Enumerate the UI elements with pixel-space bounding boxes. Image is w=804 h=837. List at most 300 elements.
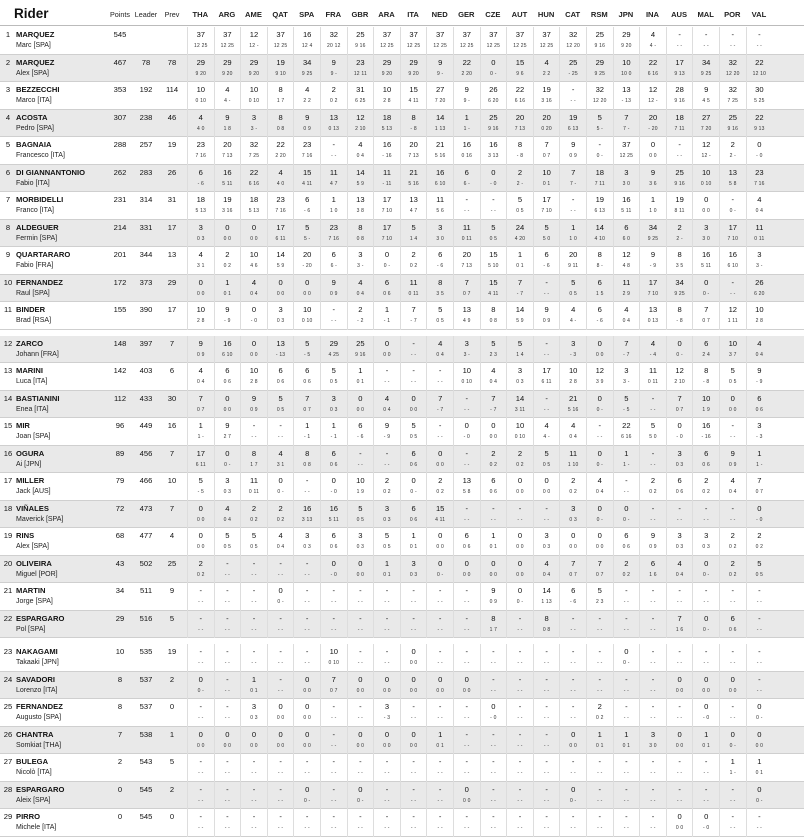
- rider-position: 18: [3, 503, 13, 513]
- race-points: 0: [411, 674, 416, 684]
- race-split-points: - -: [464, 208, 470, 214]
- race-points: 3: [251, 702, 257, 711]
- race-split-points: - -: [543, 687, 550, 694]
- race-split-points: 9 16: [355, 43, 366, 49]
- race-result-cell: [533, 137, 560, 165]
- race-split-points: - -: [384, 825, 390, 831]
- race-points: 4: [358, 277, 363, 287]
- race-points: 17: [728, 222, 738, 232]
- rider-name: ACOSTA: [16, 112, 48, 122]
- race-points: 0: [597, 338, 602, 348]
- race-split-points: 0 5: [250, 544, 258, 550]
- race-split-points: - -: [650, 797, 656, 804]
- race-result-cell: [719, 55, 746, 83]
- header-race: AME: [245, 10, 262, 19]
- race-split-points: - -: [304, 626, 310, 633]
- race-split-points: 7 13: [514, 125, 526, 132]
- race-points: 10: [568, 366, 578, 375]
- race-split-points: 0 0: [276, 742, 285, 749]
- race-split-points: 1 -: [197, 434, 205, 440]
- race-points: 3: [650, 729, 656, 739]
- rider-name: OLIVEIRA: [16, 558, 52, 568]
- race-points: 0: [358, 393, 363, 403]
- race-split-points: 0 0: [755, 742, 764, 749]
- race-split-points: 0 9: [250, 406, 258, 413]
- race-split-points: 0 4: [755, 351, 764, 358]
- race-points: 24: [515, 222, 525, 232]
- rider-position: 20: [3, 558, 13, 568]
- race-result-cell: [480, 727, 507, 755]
- race-points: -: [651, 702, 655, 711]
- race-split-points: 0 7: [569, 571, 577, 578]
- race-points: 29: [409, 57, 418, 67]
- race-result-cell: [187, 611, 214, 639]
- race-result-cell: [719, 644, 746, 672]
- race-result-cell: [320, 644, 347, 672]
- rider-position: 8: [5, 222, 11, 232]
- race-result-cell: [347, 446, 374, 474]
- race-split-points: 5 11: [701, 263, 712, 269]
- race-result-cell: [506, 275, 533, 303]
- race-split-points: 0 2: [250, 516, 258, 523]
- race-points: -: [545, 393, 548, 403]
- table-row: [0, 137, 804, 165]
- race-points: 25: [595, 30, 605, 39]
- race-result-cell: [267, 275, 294, 303]
- race-result-cell: [187, 55, 214, 83]
- race-result-cell: [666, 611, 693, 639]
- race-result-cell: [586, 110, 613, 138]
- race-result-cell: [267, 165, 294, 193]
- rider-position: 16: [3, 448, 13, 458]
- rider-points: 155: [113, 305, 127, 314]
- race-points: -: [279, 421, 282, 430]
- race-points: 1: [305, 421, 310, 430]
- race-result-cell: [373, 473, 400, 501]
- rider-gap-prev: 7: [169, 503, 175, 513]
- race-result-cell: [320, 556, 347, 584]
- race-result-cell: [267, 55, 294, 83]
- race-points: 0: [704, 702, 709, 711]
- race-points: 0: [730, 393, 735, 403]
- race-result-cell: [347, 27, 374, 55]
- race-split-points: 0 6: [755, 406, 764, 413]
- race-split-points: 1 0: [569, 235, 577, 242]
- race-split-points: - -: [650, 626, 656, 633]
- race-points: 0: [411, 647, 416, 656]
- race-result-cell: [373, 363, 400, 391]
- race-points: 32: [568, 30, 578, 39]
- race-result-cell: [373, 336, 400, 364]
- race-points: 13: [462, 476, 472, 485]
- race-points: -: [279, 757, 282, 766]
- rider-name: PIRRO: [16, 812, 41, 821]
- race-split-points: 0 0: [303, 290, 311, 297]
- race-split-points: - -: [384, 599, 390, 605]
- race-points: 0: [411, 729, 416, 739]
- race-split-points: 0 0: [223, 235, 232, 242]
- race-result-cell: [347, 754, 374, 782]
- race-split-points: 0 9: [569, 153, 577, 159]
- race-split-points: - -: [650, 715, 656, 721]
- race-points: 0: [597, 393, 602, 403]
- race-result-cell: [666, 699, 693, 727]
- race-result-cell: [373, 672, 400, 700]
- race-points: -: [571, 613, 575, 623]
- race-split-points: 0 4: [755, 208, 764, 214]
- race-split-points: - -: [304, 571, 310, 578]
- race-points: 0: [757, 503, 762, 513]
- race-split-points: - 6: [569, 599, 577, 605]
- race-result-cell: [187, 82, 214, 110]
- race-split-points: 0 1: [755, 770, 764, 776]
- race-split-points: 12 25: [433, 43, 447, 49]
- race-points: 1: [571, 222, 576, 232]
- race-result-cell: [533, 672, 560, 700]
- race-result-cell: [426, 302, 453, 330]
- race-points: -: [359, 613, 362, 623]
- race-points: 37: [435, 30, 445, 39]
- race-points: -: [465, 448, 469, 458]
- race-points: 29: [595, 57, 605, 67]
- race-points: 13: [728, 167, 738, 177]
- race-split-points: - -: [730, 516, 736, 523]
- race-split-points: 0 10: [195, 98, 207, 104]
- race-split-points: - -: [597, 687, 603, 694]
- race-split-points: 8 11: [674, 208, 685, 214]
- table-row: [0, 110, 804, 138]
- rider-points: 8: [117, 702, 123, 711]
- table-row: [0, 192, 804, 220]
- race-split-points: - -: [623, 599, 630, 605]
- race-result-cell: [639, 27, 666, 55]
- race-points: 28: [675, 85, 684, 94]
- race-result-cell: [320, 727, 347, 755]
- race-result-cell: [480, 672, 507, 700]
- rider-position: 13: [3, 366, 13, 375]
- race-result-cell: [506, 110, 533, 138]
- race-points: -: [332, 812, 336, 821]
- race-result-cell: [639, 754, 666, 782]
- race-points: -: [518, 812, 522, 821]
- rider-gap-leader: 511: [139, 586, 153, 595]
- rider-gap-leader: 516: [139, 613, 153, 623]
- race-result-cell: [746, 611, 773, 639]
- race-result-cell: [267, 247, 294, 275]
- race-split-points: 12 25: [406, 43, 421, 49]
- race-split-points: - -: [490, 825, 497, 831]
- race-result-cell: [187, 27, 214, 55]
- race-result-cell: [613, 220, 640, 248]
- race-split-points: 7 13: [461, 263, 473, 269]
- race-result-cell: [453, 336, 480, 364]
- race-split-points: 0 2: [276, 516, 285, 523]
- race-result-cell: [426, 473, 453, 501]
- race-points: 9: [225, 112, 230, 122]
- rider-points: 214: [113, 222, 127, 232]
- race-split-points: - 0: [330, 571, 338, 578]
- race-result-cell: [666, 82, 693, 110]
- race-result-cell: [347, 672, 374, 700]
- race-points: 2: [650, 476, 656, 485]
- race-split-points: 0 13: [647, 318, 659, 324]
- race-points: 5: [358, 503, 363, 513]
- race-result-cell: [692, 418, 719, 446]
- race-result-cell: [187, 302, 214, 330]
- race-split-points: - 25: [568, 70, 578, 77]
- race-split-points: - -: [437, 379, 443, 385]
- rider-firstname-country: Joan [SPA]: [16, 433, 51, 440]
- race-split-points: - -: [437, 599, 443, 605]
- rider-gap-prev: 7: [169, 448, 175, 458]
- race-split-points: 0 0: [276, 715, 285, 721]
- race-result-cell: [666, 446, 693, 474]
- race-points: -: [678, 647, 681, 656]
- race-points: -: [731, 702, 735, 711]
- race-points: 25: [675, 167, 684, 177]
- race-points: -: [625, 812, 628, 821]
- race-points: 0: [704, 277, 709, 287]
- race-result-cell: [559, 391, 586, 419]
- rider-name: MARQUEZ: [16, 30, 55, 39]
- race-split-points: 6 11: [195, 461, 206, 468]
- race-points: -: [492, 784, 495, 794]
- rider-position: 29: [3, 812, 13, 821]
- race-split-points: 0 2: [702, 489, 710, 495]
- race-points: -: [465, 702, 469, 711]
- race-result-cell: [586, 727, 613, 755]
- race-split-points: - -: [623, 626, 630, 633]
- race-points: 0: [624, 503, 629, 513]
- race-result-cell: [400, 644, 427, 672]
- race-split-points: 0 8: [276, 125, 285, 132]
- race-points: 3: [704, 531, 709, 540]
- race-points: 29: [382, 57, 392, 67]
- table-row: [0, 809, 804, 837]
- rider-position: 3: [5, 85, 11, 94]
- race-split-points: - -: [251, 434, 257, 440]
- race-points: 0: [278, 476, 283, 485]
- race-split-points: 9 25: [594, 70, 606, 77]
- race-points: 0: [384, 250, 390, 259]
- race-split-points: 7 10: [647, 290, 659, 297]
- race-points: 5: [331, 366, 336, 375]
- race-result-cell: [559, 809, 586, 837]
- race-split-points: 4 7: [409, 208, 418, 214]
- race-result-cell: [613, 27, 640, 55]
- rider-firstname-country: Johann [FRA]: [16, 350, 59, 358]
- race-split-points: - -: [650, 406, 656, 413]
- race-result-cell: [320, 336, 347, 364]
- rider-position: 17: [3, 476, 13, 485]
- race-result-cell: [187, 473, 214, 501]
- race-points: 7: [544, 140, 549, 149]
- rider-points: 288: [113, 140, 127, 149]
- race-split-points: - 3: [569, 351, 577, 358]
- race-split-points: - 7: [410, 318, 417, 324]
- race-split-points: - 6: [543, 263, 550, 269]
- race-result-cell: [746, 302, 773, 330]
- race-result-cell: [293, 27, 320, 55]
- race-points: 16: [462, 140, 472, 149]
- race-points: -: [252, 647, 256, 656]
- race-result-cell: [187, 418, 214, 446]
- race-result-cell: [320, 611, 347, 639]
- race-split-points: 0 -: [277, 489, 284, 495]
- race-split-points: 12 20: [593, 98, 607, 104]
- race-points: -: [731, 812, 735, 821]
- rider-gap-leader: 373: [139, 277, 153, 287]
- race-split-points: - 1: [330, 434, 338, 440]
- race-points: 4: [677, 558, 682, 568]
- race-split-points: 12 25: [380, 43, 394, 49]
- rider-firstname-country: Fabio [FRA]: [16, 262, 54, 269]
- race-result-cell: [533, 391, 560, 419]
- race-result-cell: [187, 446, 214, 474]
- rider-position: 19: [3, 531, 13, 540]
- race-result-cell: [692, 644, 719, 672]
- rider-firstname-country: Michele [ITA]: [16, 824, 57, 831]
- race-split-points: - -: [251, 825, 257, 831]
- race-result-cell: [586, 137, 613, 165]
- race-result-cell: [347, 82, 374, 110]
- rider-gap-prev: 29: [167, 277, 177, 287]
- race-split-points: 2 10: [674, 379, 685, 385]
- race-result-cell: [320, 247, 347, 275]
- race-split-points: - -: [490, 660, 497, 666]
- race-points: -: [545, 757, 548, 766]
- race-split-points: - -: [676, 599, 683, 605]
- race-result-cell: [267, 391, 294, 419]
- race-points: -: [758, 586, 761, 595]
- race-split-points: - -: [357, 770, 364, 776]
- race-split-points: 4 0: [276, 180, 285, 187]
- race-points: -: [359, 702, 362, 711]
- race-points: 19: [568, 112, 578, 122]
- race-result-cell: [639, 782, 666, 810]
- race-split-points: 0 4: [276, 544, 285, 550]
- race-result-cell: [586, 782, 613, 810]
- race-result-cell: [559, 302, 586, 330]
- race-split-points: 0 -: [410, 489, 417, 495]
- race-points: 5: [517, 338, 523, 348]
- race-points: -: [518, 674, 522, 684]
- race-split-points: 0 -: [702, 626, 710, 633]
- race-split-points: - 1: [383, 318, 391, 324]
- race-points: 0: [464, 784, 469, 794]
- race-split-points: 2 20: [275, 153, 286, 159]
- race-points: 4: [198, 112, 203, 122]
- race-result-cell: [426, 556, 453, 584]
- race-split-points: 0 6: [622, 544, 631, 550]
- race-result-cell: [373, 192, 400, 220]
- race-result-cell: [214, 699, 241, 727]
- race-split-points: 1 9: [356, 489, 365, 495]
- race-points: 7: [677, 613, 682, 623]
- race-points: 0: [251, 729, 257, 739]
- race-split-points: 0 0: [250, 351, 258, 358]
- race-result-cell: [426, 782, 453, 810]
- race-split-points: 1 -: [756, 461, 763, 468]
- race-split-points: - 20: [648, 125, 658, 132]
- race-points: 3: [278, 305, 283, 314]
- race-points: 1: [438, 729, 443, 739]
- race-split-points: 4 6: [250, 263, 258, 269]
- rider-firstname-country: Luca [ITA]: [16, 378, 48, 385]
- header-race: ITA: [407, 10, 419, 19]
- race-points: 9: [331, 277, 336, 287]
- race-split-points: - -: [384, 660, 390, 666]
- race-split-points: - -: [703, 599, 709, 605]
- race-points: -: [651, 613, 655, 623]
- race-result-cell: [293, 473, 320, 501]
- race-points: 0: [438, 558, 443, 568]
- race-points: 2: [730, 531, 735, 540]
- race-result-cell: [586, 556, 613, 584]
- race-split-points: 6 16: [248, 180, 260, 187]
- race-points: 6: [624, 531, 629, 540]
- race-result-cell: [719, 82, 746, 110]
- race-points: 10: [249, 366, 259, 375]
- race-result-cell: [293, 699, 320, 727]
- race-points: 9: [704, 85, 709, 94]
- race-points: -: [625, 613, 628, 623]
- race-points: 0: [491, 57, 496, 67]
- race-points: -: [332, 305, 336, 314]
- race-points: 1: [730, 757, 735, 766]
- race-points: -: [731, 30, 735, 39]
- race-points: 0: [358, 558, 363, 568]
- race-split-points: 0 3: [702, 544, 710, 550]
- race-result-cell: [293, 583, 320, 611]
- race-split-points: - 0: [490, 180, 497, 187]
- race-points: -: [465, 503, 469, 513]
- race-split-points: 1 10: [567, 461, 579, 468]
- race-points: -: [465, 812, 469, 821]
- race-split-points: 5 11: [222, 180, 233, 187]
- race-points: 4: [278, 167, 283, 177]
- race-points: 1: [225, 277, 230, 287]
- race-result-cell: [240, 611, 267, 639]
- race-result-cell: [613, 55, 640, 83]
- race-result-cell: [426, 165, 453, 193]
- race-result-cell: [692, 391, 719, 419]
- race-points: 16: [302, 30, 312, 39]
- race-points: 0: [358, 674, 363, 684]
- race-result-cell: [506, 391, 533, 419]
- race-points: -: [758, 674, 761, 684]
- race-points: 6: [624, 222, 629, 232]
- race-result-cell: [240, 165, 267, 193]
- race-result-cell: [559, 137, 586, 165]
- race-split-points: - -: [277, 434, 284, 440]
- race-result-cell: [692, 699, 719, 727]
- race-split-points: - -: [597, 434, 603, 440]
- race-split-points: 0 4: [542, 571, 551, 578]
- rider-firstname-country: Marco [ITA]: [16, 97, 52, 104]
- race-split-points: - -: [730, 290, 736, 297]
- race-split-points: 0 3: [675, 544, 684, 550]
- race-split-points: 0 9: [489, 599, 498, 605]
- race-split-points: 0 6: [702, 461, 710, 468]
- race-split-points: - 8: [410, 125, 417, 132]
- race-split-points: 4 -: [224, 98, 231, 104]
- race-result-cell: [373, 247, 400, 275]
- race-split-points: - -: [198, 770, 204, 776]
- race-result-cell: [719, 391, 746, 419]
- race-result-cell: [586, 391, 613, 419]
- race-result-cell: [347, 611, 374, 639]
